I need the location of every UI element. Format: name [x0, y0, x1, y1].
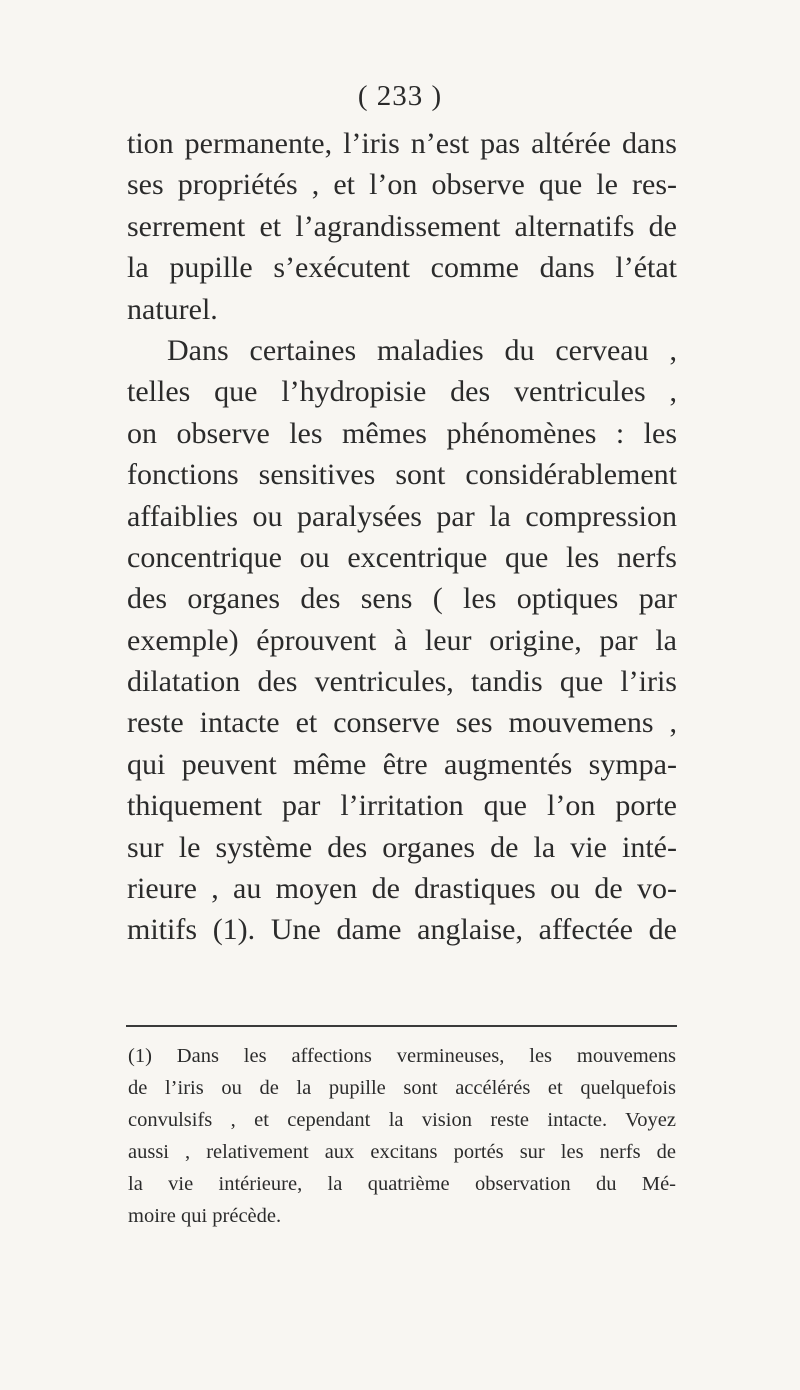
body-line: mitifs (1). Une dame anglaise, affectée de [127, 913, 677, 947]
footnote-line: (1) Dans les affections vermineuses, les mouvemens [128, 1045, 676, 1067]
footnote-line: moire qui précède. [128, 1205, 282, 1227]
body-line: Dans certaines maladies du cerveau , [167, 333, 677, 367]
body-line: serrement et l’agrandissement alternatifs de [127, 209, 677, 243]
footnote [128, 1040, 676, 1232]
body-text [127, 123, 677, 951]
footnote-line: de l’iris ou de la pupille sont accélérés et quelquefois [128, 1077, 676, 1099]
body-line: concentrique ou excentrique que les nerfs [127, 540, 677, 574]
body-line: rieure , au moyen de drastiques ou de vo- [127, 872, 677, 906]
page-number: ( 233 ) [357, 80, 443, 112]
body-line: affaiblies ou paralysées par la compression [127, 499, 677, 533]
body-line: on observe les mêmes phénomènes : les [127, 416, 677, 450]
body-line: ses propriétés , et l’on observe que le res- [127, 168, 677, 202]
footnote-line: aussi , relativement aux excitans portés sur les nerfs de [128, 1141, 676, 1163]
body-line: exemple) éprouvent à leur origine, par la [127, 623, 677, 657]
footnote-line: la vie intérieure, la quatrième observation du Mé- [128, 1173, 676, 1195]
body-line: qui peuvent même être augmentés sympa- [127, 747, 677, 781]
body-line: naturel. [127, 292, 218, 326]
body-line: fonctions sensitives sont considérablement [127, 458, 677, 492]
footnote-line: convulsifs , et cependant la vision reste intacte. Voyez [128, 1109, 676, 1131]
footnote-rule [126, 1025, 677, 1027]
body-line: dilatation des ventricules, tandis que l’iris [127, 665, 677, 699]
body-line: telles que l’hydropisie des ventricules , [127, 375, 677, 409]
body-line: la pupille s’exécutent comme dans l’état [127, 251, 677, 285]
body-line: des organes des sens ( les optiques par [127, 582, 677, 616]
body-line: reste intacte et conserve ses mouvemens , [127, 706, 677, 740]
body-line: thiquement par l’irritation que l’on porte [127, 789, 677, 823]
body-line: sur le système des organes de la vie inté- [127, 830, 677, 864]
body-line: tion permanente, l’iris n’est pas altérée dans [127, 127, 677, 160]
